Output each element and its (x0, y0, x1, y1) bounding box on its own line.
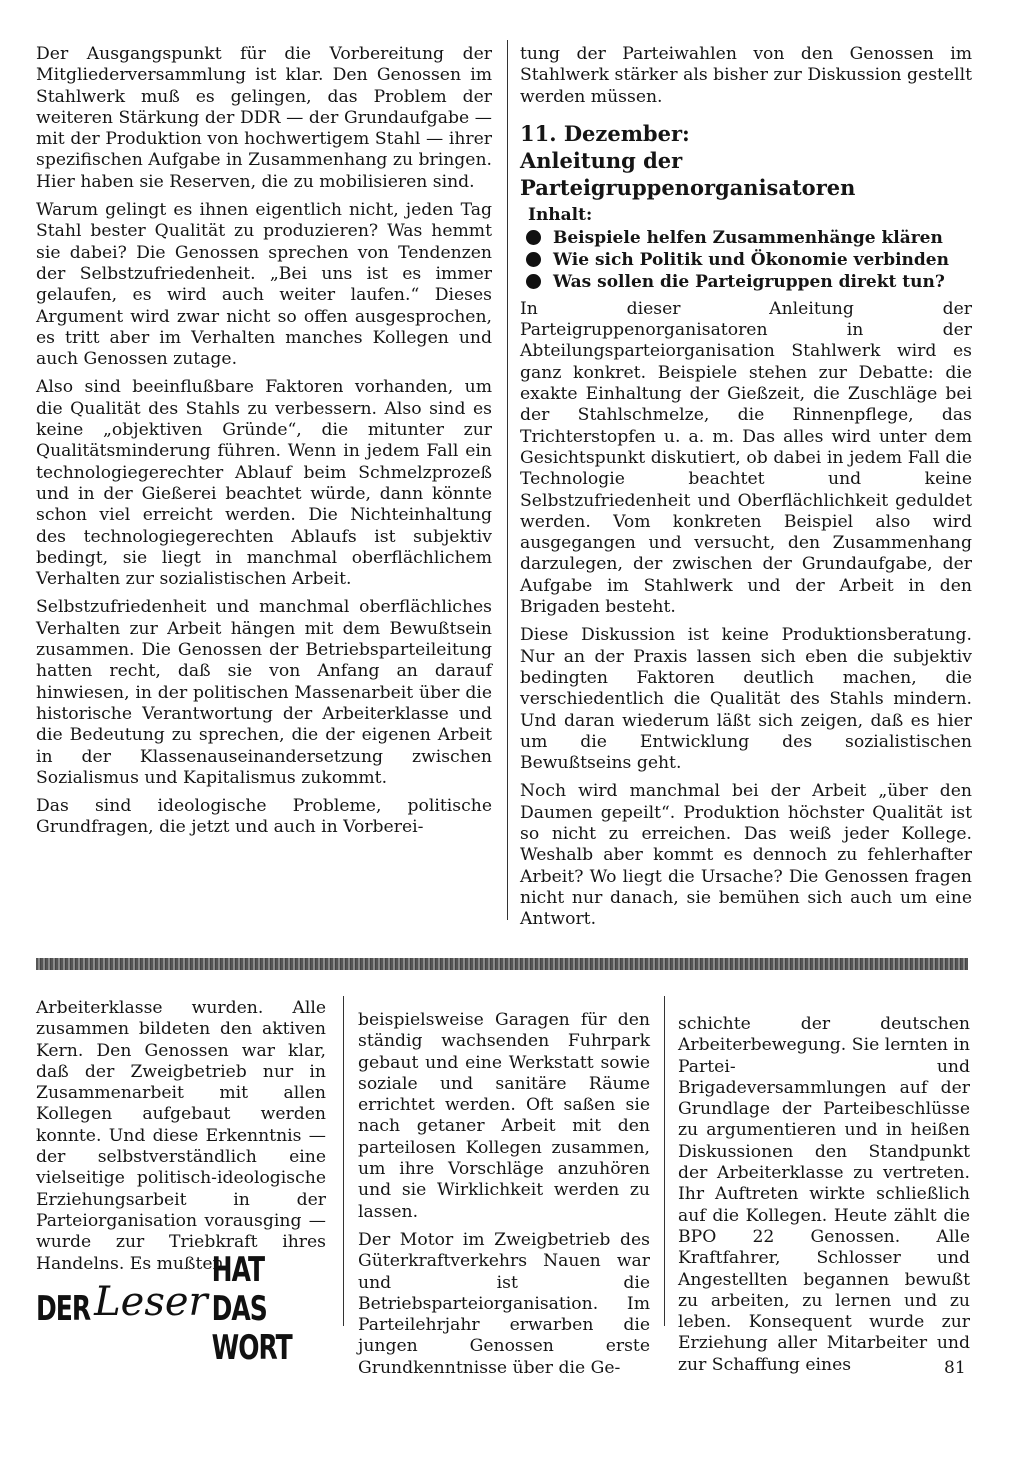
list-item-text: Beispiele helfen Zusammenhänge klären (553, 227, 943, 248)
paragraph: Der Ausgangspunkt für die Vorbereitung der Mitgliederversammlung ist klar. Den Genossen im Stahlwerk muß es gelingen, das Problem der weiteren Stärkung der DDR — der Grundaufgabe — mit der Produktion von hochwertigem Stahl — ihrer spezifischen Aufgabe in Zusammenhang zu bringen. Hier haben sie Reserven, die zu mobilisieren sind. (36, 44, 492, 192)
list-item-text: Wie sich Politik und Ökonomie verbinden (553, 249, 949, 270)
horizontal-divider-band (36, 958, 968, 970)
logo-word-leser: Leser (94, 1279, 208, 1325)
bullet-icon (526, 274, 541, 289)
reader-section-logo (36, 1249, 326, 1367)
column-divider (664, 996, 665, 1326)
paragraph: Der Motor im Zweigbetrieb des Güterkraftverkehrs Nauen war und ist die Betriebsparteiorganisation. Im Parteilehrjahr erwarben die jungen Genossen erste Grundkenntnisse über die Ge- (358, 1229, 650, 1378)
paragraph: Selbstzufriedenheit und manchmal oberflächliches Verhalten zur Arbeit hängen mit dem Bewußtsein zusammen. Die Genossen der Betriebsparteileitung hatten recht, daß sie von Anfang an darauf hinwiesen, in der politischen Massenarbeit über die historische Verantwortung der Arbeiterklasse und die Bedeutung zu sprechen, die der eigenen Arbeit in der Klassenauseinandersetzung zwischen Sozialismus und Kapitalismus zukommt. (36, 597, 492, 788)
paragraph: beispielsweise Garagen für den ständig wachsenden Fuhrpark gebaut und eine Werkstatt sowie soziale und sanitäre Räume errichtet werden. Oft saßen sie nach getaner Arbeit mit den parteilosen Kollegen zusammen, um ihre Vorschläge anzuhören und sie Wirklichkeit werden zu lassen. (358, 1010, 650, 1222)
continuation-paragraph: tung der Parteiwahlen von den Genossen im Stahlwerk stärker als bisher zur Diskussion gestellt werden müssen. (520, 44, 972, 107)
column-divider (343, 996, 344, 1326)
paragraph: schichte der deutschen Arbeiterbewegung. Sie lernten in Partei- und Brigadeversammlungen auf der Grundlage der Parteibeschlüsse zu argumentieren und in heißen Diskussionen den Standpunkt der Arbeiterklasse zu vertreten. Ihr Auftreten wirkte schließlich auf die Kollegen. Heute zählt die BPO 22 Genossen. Alle Kraftfahrer, Schlosser und Angestellten begannen bewußt zu arbeiten, zu lernen und zu leben. Konsequent wurde zur Erziehung aller Mitarbeiter und zur Schaffung eines (678, 1014, 970, 1375)
paragraph: Warum gelingt es ihnen eigentlich nicht, jeden Tag Stahl bester Qualität zu produzieren? Was hemmt sie dabei? Die Genossen sprechen von Tendenzen der Selbstzufriedenheit. „Bei uns ist es immer gelaufen, es wird auch weiter laufen.“ Dieses Argument wird zwar nicht so offen ausgesprochen, es tritt aber im Verhalten manches Kollegen und auch Genossen zutage. (36, 200, 492, 370)
page-number: 81 (944, 1358, 966, 1378)
bottom-right-column (678, 1014, 970, 1383)
column-divider (507, 40, 508, 920)
paragraph: Arbeiterklasse wurden. Alle zusammen bildeten den aktiven Kern. Den Genossen war klar, daß der Zweigbetrieb nur in Zusammenarbeit mit allen Kollegen aufgebaut werden konnte. Und diese Erkenntnis — der selbstverständlich eine vielseitige politisch-ideologische Erziehungsarbeit in der Parteiorganisation vorausging — wurde zur Triebkraft ihres Handelns. Es mußten (36, 998, 326, 1274)
list-item (520, 227, 972, 249)
contents-label: Inhalt: (528, 204, 593, 225)
logo-words-hat-das-wort: HAT DAS WORT (211, 1249, 292, 1367)
list-item-text: Was sollen die Parteigruppen direkt tun? (553, 271, 945, 292)
paragraph: Diese Diskussion ist keine Produktionsberatung. Nur an der Praxis lassen sich eben die subjektiv bedingten Faktoren deutlich machen, die verschiedentlich die Qualität des Stahls mindern. Und daran wiederum läßt sich zeigen, daß es hier um die Entwicklung des sozialistischen Bewußtseins geht. (520, 625, 972, 774)
top-left-column (36, 44, 492, 846)
list-item (520, 271, 972, 293)
bullet-icon (526, 252, 541, 267)
paragraph: Noch wird manchmal bei der Arbeit „über den Daumen gepeilt“. Produktion höchster Qualität ist so nicht zu erreichen. Das weiß jeder Kollege. Weshalb aber kommt es dennoch zu fehlerhafter Arbeit? Wo liegt die Ursache? Die Genossen fragen nicht nur danach, sie bemühen sich auch um eine Antwort. (520, 781, 972, 930)
section-heading (520, 120, 972, 201)
list-item (520, 249, 972, 271)
paragraph: In dieser Anleitung der Parteigruppenorganisatoren in der Abteilungsparteiorganisation Stahlwerk wird es ganz konkret. Beispiele stehen zur Debatte: die exakte Einhaltung der Gießzeit, die Zuschläge bei der Stahlschmelze, die Rinnenpflege, das Trichterstopfen u. a. m. Das alles wird unter dem Gesichtspunkt diskutiert, ob dabei in jedem Fall die Technologie beachtet und keine Selbstzufriedenheit und Oberflächlichkeit geduldet werden. Vom konkreten Beispiel also wird ausgegangen und versucht, den Zusammenhang darzulegen, der zwischen der Grundaufgabe, der Aufgabe im Stahlwerk und der Arbeit in den Brigaden besteht. (520, 298, 972, 618)
bottom-middle-column (358, 1010, 650, 1386)
logo-word-der: DER (36, 1288, 91, 1328)
bottom-left-column (36, 998, 326, 1282)
contents-list (520, 227, 972, 293)
paragraph: Also sind beeinflußbare Faktoren vorhanden, um die Qualität des Stahls zu verbessern. Also sind es keine „objektiven Gründe“, die mitunter zur Qualitätsminderung führen. Wenn in jedem Fall ein technologiegerechter Ablauf beim Schmelzprozeß und in der Gießerei beachtet würde, dann könnte schon viel erreicht werden. Die Nichteinhaltung des technologiegerechten Ablaufs ist subjektiv bedingt, sie liegt in manchmal oberflächlichem Verhalten zur sozialistischen Arbeit. (36, 377, 492, 590)
bullet-icon (526, 230, 541, 245)
heading-title: Anleitung der Parteigruppenorganisatoren (520, 147, 856, 200)
paragraph: Das sind ideologische Probleme, politische Grundfragen, die jetzt und auch in Vorberei- (36, 796, 492, 838)
heading-date: 11. Dezember: (520, 120, 690, 146)
top-right-column (520, 44, 972, 938)
